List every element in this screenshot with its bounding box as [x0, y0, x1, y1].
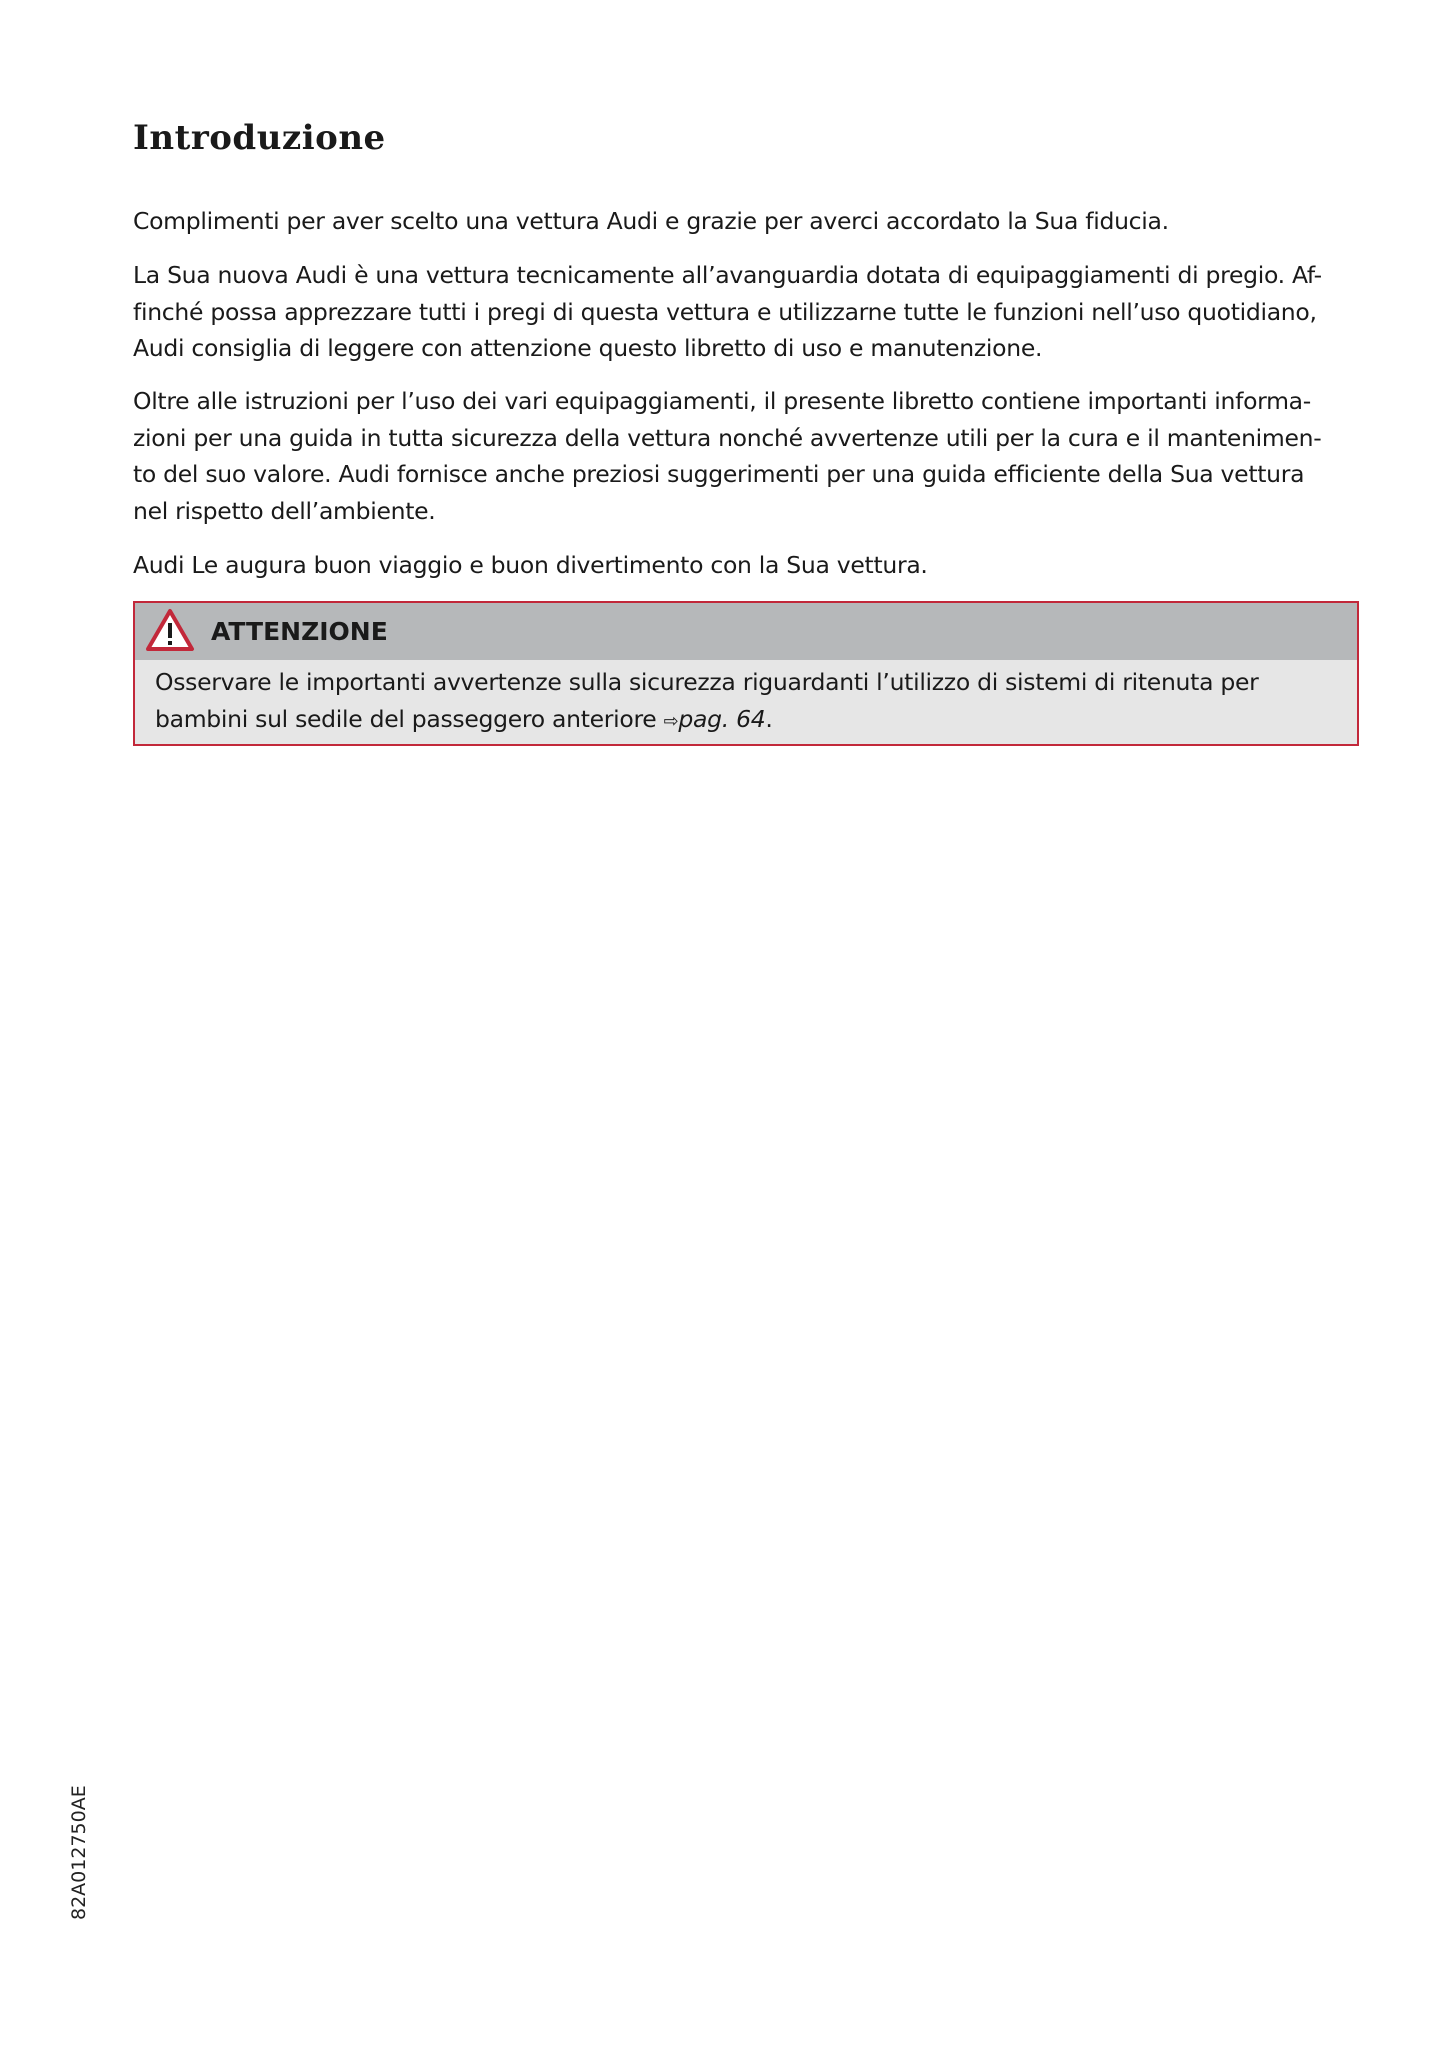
- paragraph-closing: [133, 547, 1363, 584]
- arrow-right-icon: ⇨: [663, 710, 679, 732]
- text-line: La Sua nuova Audi è una vettura tecnicamente all’avanguardia dotata di equipaggiamenti di pregio. Af-: [133, 261, 1322, 289]
- paragraph-advice: [133, 257, 1363, 367]
- warning-text: [135, 660, 1357, 744]
- text-line: Complimenti per aver scelto una vettura Audi e grazie per averci accordato la Sua fiducia.: [133, 207, 1169, 235]
- paragraph-contents: [133, 383, 1363, 529]
- text-line: to del suo valore. Audi fornisce anche preziosi suggerimenti per una guida efficiente della Sua vettura: [133, 460, 1305, 488]
- warning-box: [133, 601, 1359, 746]
- text-line: Oltre alle istruzioni per l’uso dei vari equipaggiamenti, il presente libretto contiene importanti informa-: [133, 387, 1311, 415]
- page-reference-link[interactable]: pag. 64: [678, 704, 766, 733]
- paragraph-intro: [133, 203, 1363, 240]
- text-line: Osservare le importanti avvertenze sulla sicurezza riguardanti l’utilizzo di sistemi di ritenuta per: [155, 668, 1259, 696]
- text-line: Audi consiglia di leggere con attenzione questo libretto di uso e manutenzione.: [133, 334, 1043, 362]
- page-title: Introduzione: [133, 118, 386, 158]
- text-line: zioni per una guida in tutta sicurezza della vettura nonché avvertenze utili per la cura e il mantenimen-: [133, 423, 1322, 452]
- text-line: bambini sul sedile del passeggero anteriore: [155, 704, 664, 733]
- warning-header: [135, 603, 1357, 660]
- document-code: 82A012750AE: [68, 1785, 90, 1920]
- period: .: [765, 704, 773, 733]
- text-line: finché possa apprezzare tutti i pregi di questa vettura e utilizzarne tutte le funzioni nell’uso quotidiano,: [133, 297, 1317, 326]
- text-line: nel rispetto dell’ambiente.: [133, 496, 436, 525]
- warning-triangle-icon: [145, 608, 195, 656]
- text-line: Audi Le augura buon viaggio e buon divertimento con la Sua vettura.: [133, 551, 928, 579]
- warning-label: ATTENZIONE: [211, 617, 388, 646]
